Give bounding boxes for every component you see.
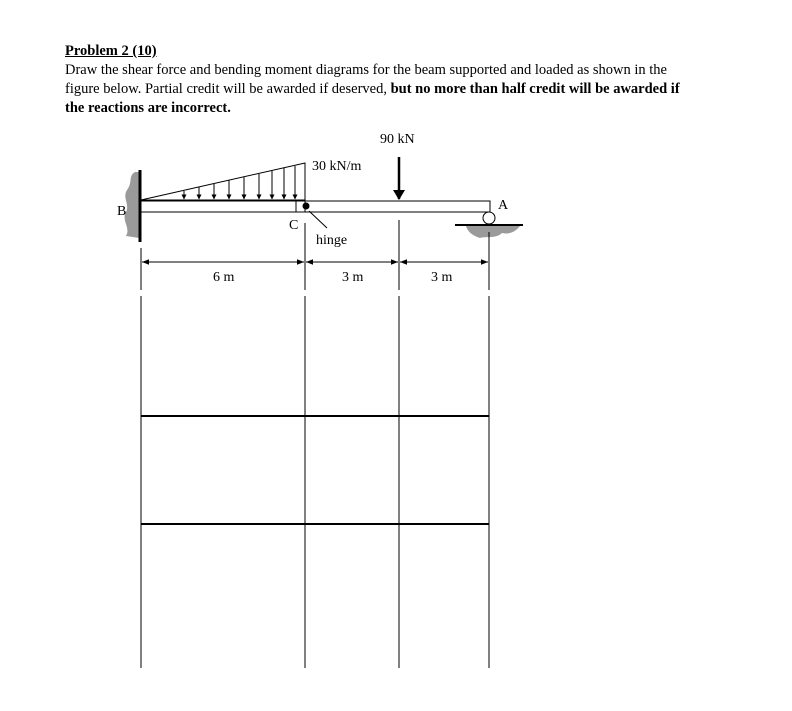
hinge-leader	[309, 211, 327, 228]
roller-support-icon	[483, 212, 495, 224]
problem-text-bold: but no more than half credit will be awarded if	[390, 81, 680, 97]
point-load-label: 90 kN	[380, 132, 415, 147]
fixed-support-ground	[125, 172, 139, 238]
distributed-load-label: 30 kN/m	[312, 159, 362, 174]
distributed-load-arrows	[184, 166, 295, 199]
beam	[141, 201, 490, 212]
answer-grid	[141, 296, 489, 668]
dim-label-3m-left: 3 m	[342, 270, 364, 285]
roller-ground	[466, 226, 520, 238]
dim-label-6m: 6 m	[213, 270, 235, 285]
problem-text-line-1: Draw the shear force and bending moment diagrams for the beam supported and loaded as shown in the	[65, 62, 667, 78]
point-load-arrowhead	[393, 190, 405, 200]
hinge-icon	[303, 203, 310, 210]
label-c: C	[289, 218, 299, 233]
distributed-load-triangle	[141, 163, 305, 200]
dim-label-3m-right: 3 m	[431, 270, 453, 285]
problem-text-normal: figure below. Partial credit will be awarded if deserved,	[65, 81, 387, 97]
label-b: B	[117, 204, 127, 219]
problem-title: Problem 2 (10)	[65, 43, 157, 59]
label-a: A	[498, 198, 509, 213]
problem-text-line-3: the reactions are incorrect.	[65, 100, 231, 116]
hinge-label: hinge	[316, 233, 348, 248]
